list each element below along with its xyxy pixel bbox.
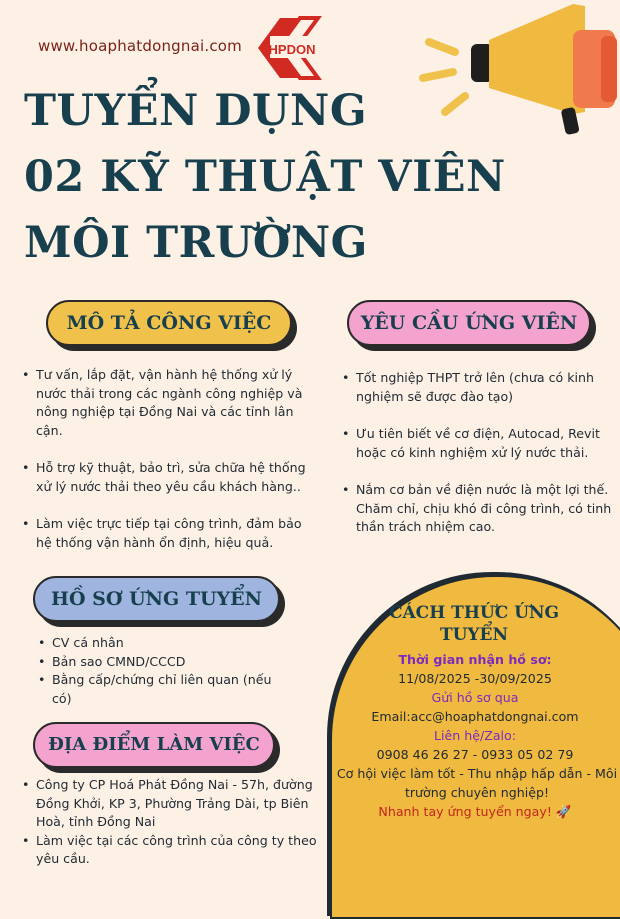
- list-item: • Bản sao CMND/CCCD: [38, 653, 278, 672]
- list-item: • Làm việc tại các công trình của công ty theo yêu cầu.: [22, 832, 320, 869]
- location-list: [22, 776, 320, 869]
- email-contact[interactable]: Email:acc@hoaphatdongnai.com: [371, 709, 579, 724]
- list-item: • Bằng cấp/chứng chỉ liên quan (nếu có): [38, 671, 278, 708]
- list-item: • Công ty CP Hoá Phát Đồng Nai - 57h, đường Đồng Khởi, KP 3, Phường Trảng Dài, tp Biên Hoà, tỉnh Đồng Nai: [22, 776, 320, 832]
- website-url: www.hoaphatdongnai.com: [38, 37, 242, 55]
- megaphone-icon: [415, 0, 620, 135]
- list-item: • Làm việc trực tiếp tại công trình, đảm bảo hệ thống vận hành ổn định, hiệu quả.: [22, 515, 320, 552]
- logo-text: HPDON: [268, 42, 316, 57]
- hpdon-logo: [248, 14, 330, 82]
- application-list: [38, 634, 278, 708]
- send-label: Gửi hồ sơ qua: [431, 690, 519, 705]
- job-description-list: [22, 366, 320, 571]
- list-item: • Nắm cơ bản về điện nước là một lợi thế. Chăm chỉ, chịu khó đi công trình, có tinh thần trách nhiệm cao.: [342, 481, 612, 537]
- application-heading: HỒ SƠ ỨNG TUYỂN: [33, 576, 280, 622]
- period-dates: 11/08/2025 -30/09/2025: [398, 671, 552, 686]
- location-heading: ĐỊA ĐIỂM LÀM VIỆC: [33, 722, 275, 768]
- list-item: • CV cá nhân: [38, 634, 278, 653]
- headline-line-1: TUYỂN DỤNG: [24, 86, 368, 136]
- list-item: • Tốt nghiệp THPT trở lên (chưa có kinh nghiệm sẽ được đào tạo): [342, 369, 612, 406]
- job-description-heading: MÔ TẢ CÔNG VIỆC: [46, 300, 292, 346]
- apply-now-cta: Nhanh tay ứng tuyển ngay! 🚀: [378, 804, 572, 819]
- headline-line-3: MÔI TRƯỜNG: [24, 218, 368, 268]
- contact-label: Liên hệ/Zalo:: [433, 728, 516, 743]
- phone-numbers[interactable]: 0908 46 26 27 - 0933 05 02 79: [376, 747, 574, 762]
- list-item: • Hỗ trợ kỹ thuật, bảo trì, sửa chữa hệ thống xử lý nước thải theo yêu cầu khách hàng..: [22, 459, 320, 496]
- period-label: Thời gian nhận hồ sơ:: [398, 652, 552, 667]
- job-pitch: Cơ hội việc làm tốt - Thu nhập hấp dẫn - Môi trường chuyên nghiệp!: [336, 766, 618, 800]
- how-to-apply-title: CÁCH THỨC ỨNG TUYỂN: [388, 603, 560, 645]
- headline-line-2: 02 KỸ THUẬT VIÊN: [24, 152, 506, 202]
- list-item: • Ưu tiên biết về cơ điện, Autocad, Revit hoặc có kinh nghiệm xử lý nước thải.: [342, 425, 612, 462]
- requirements-heading: YÊU CẦU ỨNG VIÊN: [347, 300, 591, 346]
- list-item: • Tư vấn, lắp đặt, vận hành hệ thống xử lý nước thải trong các ngành công nghiệp và nông nghiệp tại Đồng Nai và các tỉnh lân cận.: [22, 366, 320, 440]
- requirements-list: [342, 369, 612, 556]
